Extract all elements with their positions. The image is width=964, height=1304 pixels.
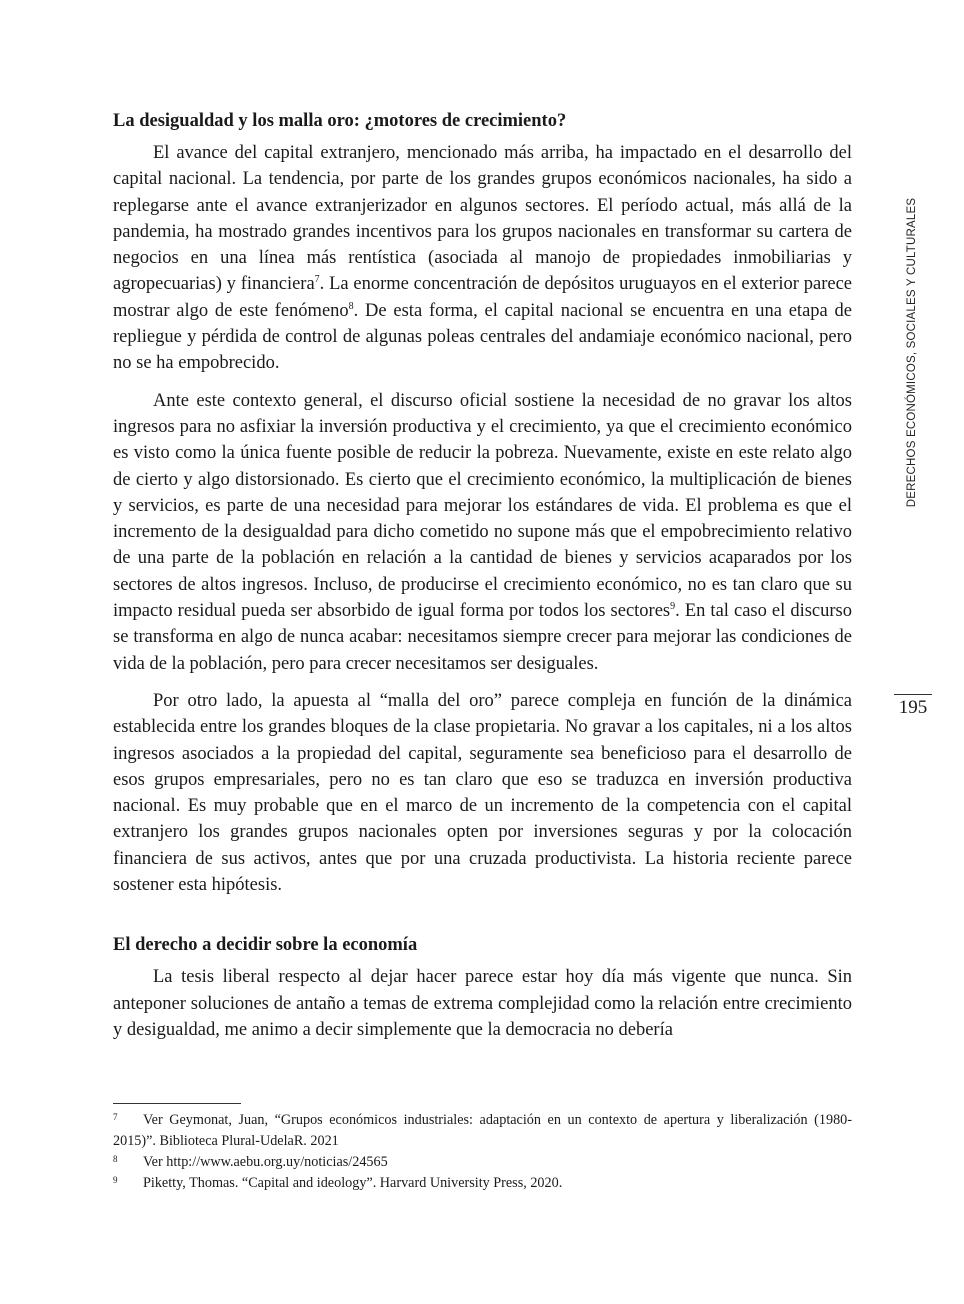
page-number: 195 bbox=[898, 697, 928, 718]
footnotes bbox=[113, 1110, 852, 1194]
paragraph-text: . En tal caso el discurso se transforma en algo de nunca acabar: necesitamos siempre crecer para mejorar las condiciones de vida de la población, pero para crecer necesitamos ser desiguales. bbox=[113, 601, 852, 674]
paragraph bbox=[113, 140, 852, 377]
footnote-text: Ver Geymonat, Juan, “Grupos económicos industriales: adaptación en un contexto de apertura y liberalización (1980-2015)”. Biblioteca Plural-UdelaR. 2021 bbox=[113, 1112, 852, 1149]
paragraph: Por otro lado, la apuesta al “malla del oro” parece compleja en función de la dinámica establecida entre los grandes bloques de la clase propietaria. No gravar a los capitales, ni a los altos ingresos asociados a la propiedad del capital, seguramente sea beneficioso para el desarrollo de esos grupos empresariales, pero no es tan claro que eso se traduzca en inversión productiva nacional. Es muy probable que en el marco de un incremento de la competencia con el capital extranjero los grandes grupos nacionales opten por inversiones seguras y por la colocación financiera de sus activos, antes que por una cruzada productivista. La historia reciente parece sostener esta hipótesis. bbox=[113, 690, 852, 896]
footnote-number: 7 bbox=[113, 1112, 118, 1122]
paragraph bbox=[113, 388, 852, 677]
main-text bbox=[113, 108, 852, 1054]
footnote-text[interactable]: Ver http://www.aebu.org.uy/noticias/24565 bbox=[143, 1154, 388, 1170]
paragraph-text: . De esta forma, el capital nacional se encuentra en una etapa de repliegue y pérdida de control de algunas poleas centrales del andamiaje económico nacional, pero no se ha empobrecido. bbox=[113, 300, 852, 374]
paragraph-text: Ante este contexto general, el discurso oficial sostiene la necesidad de no gravar los altos ingresos para no asfixiar la inversión productiva y el crecimiento, ya que el crecimiento económico es visto como la única fuente posible de reducir la pobreza. Nuevamente, existe en este relato algo de cierto y algo distorsionado. Es cierto que el crecimiento económico, la multiplicación de bienes y servicios, es parte de una necesidad para mejorar los estándares de vida. El problema es que el incremento de la desigualdad para dicho cometido no supone más que el empobrecimiento relativo de una parte de la población en relación a la cantidad de bienes y servicios acaparados por los sectores de altos ingresos. Incluso, de producirse el crecimiento económico, no es tan claro que su impacto residual pueda ser absorbido de igual forma por todos los sectores bbox=[113, 390, 852, 622]
paragraph: La tesis liberal respecto al dejar hacer parece estar hoy día más vigente que nunca. Sin anteponer soluciones de antaño a temas de extrema complejidad como la relación entre crecimiento y desigualdad, me animo a decir simplemente que la democracia no debería bbox=[113, 967, 852, 1040]
footnote bbox=[113, 1152, 852, 1173]
section-heading: La desigualdad y los malla oro: ¿motores de crecimiento? bbox=[113, 111, 567, 131]
footnote bbox=[113, 1173, 852, 1194]
running-header bbox=[902, 195, 922, 510]
section-heading: El derecho a decidir sobre la economía bbox=[113, 935, 418, 956]
footnote-text: Piketty, Thomas. “Capital and ideology”. Harvard University Press, 2020. bbox=[143, 1175, 563, 1191]
paragraph-text: El avance del capital extranjero, mencionado más arriba, ha impactado en el desarrollo del capital nacional. La tendencia, por parte de los grandes grupos económicos nacionales, ha sido a replegarse ante el avance extranjerizador en algunos sectores. El período actual, más allá de la pandemia, ha mostrado grandes incentivos para los grupos nacionales en transformar su cartera de negocios en una línea más rentística (asociada al manojo de propiedades inmobiliarias y agropecuarias) y financiera bbox=[113, 143, 852, 295]
footnote-number: 8 bbox=[113, 1154, 118, 1164]
footnote-ref[interactable]: 8 bbox=[348, 300, 354, 312]
footnote-ref[interactable]: 9 bbox=[670, 600, 676, 612]
footnote bbox=[113, 1110, 852, 1152]
running-header-text: DERECHOS ECONÓMICOS, SOCIALES Y CULTURALES bbox=[906, 197, 918, 508]
footnote-number: 9 bbox=[113, 1175, 118, 1185]
page-number-rule bbox=[894, 694, 932, 695]
footnote-separator bbox=[113, 1103, 241, 1104]
footnote-ref[interactable]: 7 bbox=[314, 274, 320, 286]
paragraph-text: . La enorme concentración de depósitos uruguayos en el exterior parece mostrar algo de este fenómeno bbox=[113, 274, 852, 321]
